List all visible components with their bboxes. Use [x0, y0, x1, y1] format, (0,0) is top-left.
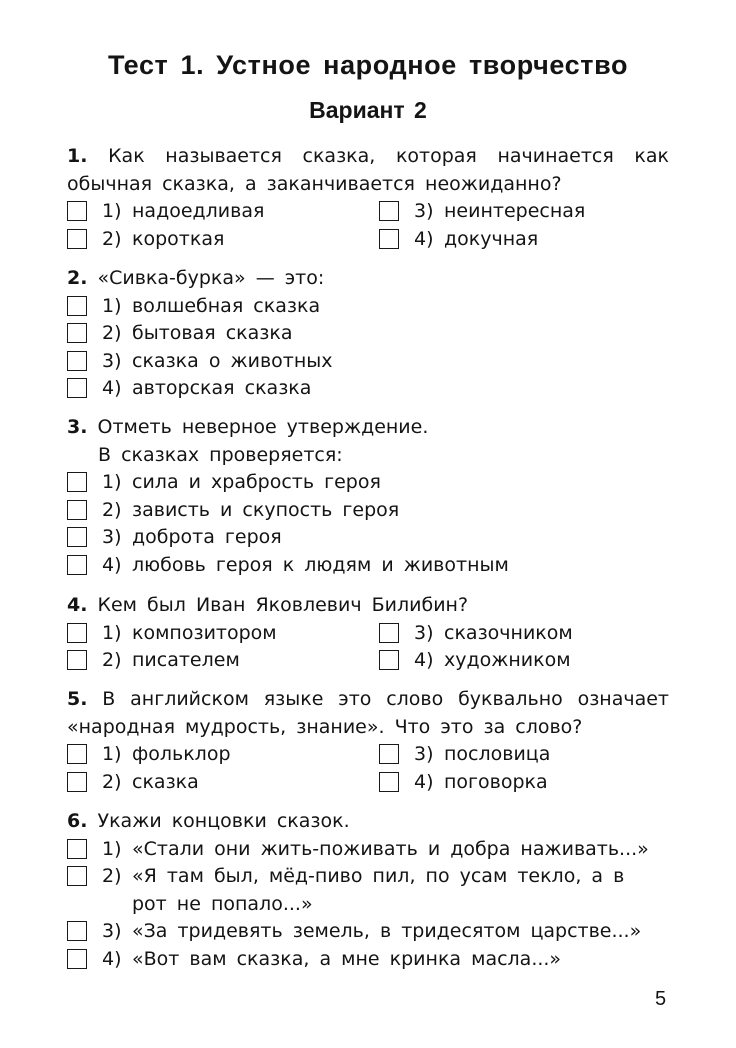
option-label: доброта героя	[132, 526, 282, 548]
option-number: 3)	[102, 349, 122, 372]
question-body: Кем был Иван Яковлевич Билибин?	[97, 594, 469, 616]
checkbox[interactable]	[67, 839, 87, 859]
question-5	[67, 686, 669, 796]
option-label: сказка о животных	[132, 349, 333, 372]
option[interactable]	[379, 620, 669, 648]
page-number: 5	[655, 988, 667, 1010]
question-number: 6.	[67, 810, 88, 832]
options-list	[67, 620, 669, 675]
option-label: «Я там был, мёд-пиво пил, по усам текло, а в рот не попало...»	[132, 865, 625, 915]
option[interactable]	[379, 198, 669, 226]
option[interactable]	[379, 226, 669, 254]
options-list	[67, 836, 669, 974]
option-number: 1)	[102, 471, 122, 493]
option-label: любовь героя к людям и животным	[132, 553, 509, 576]
option-label: поговорка	[444, 770, 548, 793]
option-label: художником	[444, 649, 571, 671]
option-number: 3)	[102, 920, 122, 942]
question-body: Отметь неверное утверждение.	[97, 416, 429, 438]
option[interactable]	[379, 647, 669, 675]
option-number: 4)	[414, 227, 434, 250]
checkbox[interactable]	[67, 949, 87, 969]
checkbox[interactable]	[379, 772, 399, 792]
option[interactable]	[67, 226, 379, 254]
option-number: 2)	[102, 227, 122, 250]
question-text	[67, 808, 669, 836]
question-number: 4.	[67, 594, 88, 616]
option-label: «За тридевять земель, в тридесятом царстве...»	[132, 920, 642, 942]
option-label: писателем	[132, 649, 240, 671]
option-number: 3)	[102, 526, 122, 548]
question-text	[67, 143, 669, 198]
options-list	[67, 741, 669, 796]
option[interactable]	[67, 836, 669, 864]
checkbox[interactable]	[67, 866, 87, 886]
question-number: 2.	[67, 267, 88, 289]
option-number: 1)	[102, 294, 122, 317]
option-label: композитором	[132, 621, 277, 644]
question-body: Как называется сказка, которая начинается как обычная сказка, а заканчивается неожиданно?	[67, 145, 669, 195]
checkbox[interactable]	[67, 323, 87, 343]
options-list	[67, 469, 669, 579]
question-text	[67, 592, 669, 620]
checkbox[interactable]	[67, 527, 87, 547]
option[interactable]	[67, 375, 669, 403]
option[interactable]	[67, 524, 669, 552]
question-4	[67, 592, 669, 675]
option-label: докучная	[444, 227, 539, 250]
option-number: 2)	[102, 865, 122, 887]
question-number: 3.	[67, 416, 88, 438]
variant-subtitle: Вариант 2	[309, 97, 427, 123]
checkbox[interactable]	[67, 650, 87, 670]
checkbox[interactable]	[379, 744, 399, 764]
option[interactable]	[67, 469, 669, 497]
checkbox[interactable]	[379, 650, 399, 670]
question-text	[67, 414, 669, 442]
option-label: сказка	[132, 770, 199, 793]
option[interactable]	[67, 741, 379, 769]
option-label: сказочником	[444, 621, 573, 644]
option-number: 2)	[102, 498, 122, 521]
checkbox[interactable]	[67, 472, 87, 492]
option-number: 2)	[102, 770, 122, 793]
checkbox[interactable]	[67, 772, 87, 792]
option-label: волшебная сказка	[132, 294, 321, 317]
option-number: 4)	[102, 947, 122, 970]
checkbox[interactable]	[67, 229, 87, 249]
question-subtext: В сказках проверяется:	[98, 443, 343, 466]
checkbox[interactable]	[67, 500, 87, 520]
option[interactable]	[67, 946, 669, 974]
option-number: 1)	[102, 743, 122, 765]
option-number: 3)	[414, 200, 434, 222]
question-body: Укажи концовки сказок.	[97, 810, 350, 832]
option-number: 3)	[414, 621, 434, 644]
option-label: «Стали они жить-поживать и добра наживать...»	[132, 837, 649, 860]
option-label: зависть и скупость героя	[132, 498, 400, 521]
option-number: 2)	[102, 322, 122, 344]
question-1	[67, 143, 669, 253]
question-text	[67, 686, 669, 741]
option-number: 4)	[102, 553, 122, 576]
question-6	[67, 808, 669, 973]
question-2	[67, 265, 669, 403]
question-number: 1.	[67, 145, 88, 167]
option-label: сила и храбрость героя	[132, 471, 381, 493]
option-number: 4)	[414, 770, 434, 793]
checkbox[interactable]	[379, 229, 399, 249]
option[interactable]	[67, 198, 379, 226]
question-text	[67, 265, 669, 293]
checkbox[interactable]	[67, 744, 87, 764]
options-list	[67, 198, 669, 253]
option-label: пословица	[444, 743, 551, 765]
question-body: «Сивка-бурка» — это:	[97, 267, 325, 289]
test-title: Тест 1. Устное народное творчество	[107, 50, 629, 80]
checkbox[interactable]	[67, 296, 87, 316]
checkbox[interactable]	[67, 378, 87, 398]
question-number: 5.	[67, 688, 88, 710]
option-label: надоедливая	[132, 200, 265, 222]
option-label: бытовая сказка	[132, 322, 293, 344]
option[interactable]	[67, 320, 669, 348]
question-body: В английском языке это слово буквально означает «народная мудрость, знание». Что это за слово?	[67, 688, 669, 738]
option[interactable]	[379, 769, 669, 797]
option[interactable]	[67, 552, 669, 580]
option-label: короткая	[132, 227, 225, 250]
option[interactable]	[379, 741, 669, 769]
option[interactable]	[67, 497, 669, 525]
option-number: 1)	[102, 621, 122, 644]
option-number: 3)	[414, 743, 434, 765]
checkbox[interactable]	[379, 201, 399, 221]
option[interactable]	[67, 348, 669, 376]
option-number: 4)	[102, 377, 122, 399]
option-number: 1)	[102, 837, 122, 860]
option-label: «Вот вам сказка, а мне кринка масла...»	[132, 947, 562, 970]
checkbox[interactable]	[67, 201, 87, 221]
option[interactable]	[67, 293, 669, 321]
option-label: авторская сказка	[132, 377, 312, 399]
checkbox[interactable]	[67, 351, 87, 371]
option[interactable]	[67, 918, 669, 946]
option[interactable]	[67, 620, 379, 648]
option[interactable]	[67, 769, 379, 797]
option-label: неинтересная	[444, 200, 586, 222]
option[interactable]	[67, 863, 669, 918]
checkbox[interactable]	[67, 623, 87, 643]
options-list	[67, 293, 669, 403]
checkbox[interactable]	[67, 921, 87, 941]
option-label: фольклор	[132, 743, 231, 765]
option[interactable]	[67, 647, 379, 675]
checkbox[interactable]	[379, 623, 399, 643]
question-3	[67, 414, 669, 579]
checkbox[interactable]	[67, 555, 87, 575]
option-number: 4)	[414, 649, 434, 671]
option-number: 2)	[102, 649, 122, 671]
option-number: 1)	[102, 200, 122, 222]
